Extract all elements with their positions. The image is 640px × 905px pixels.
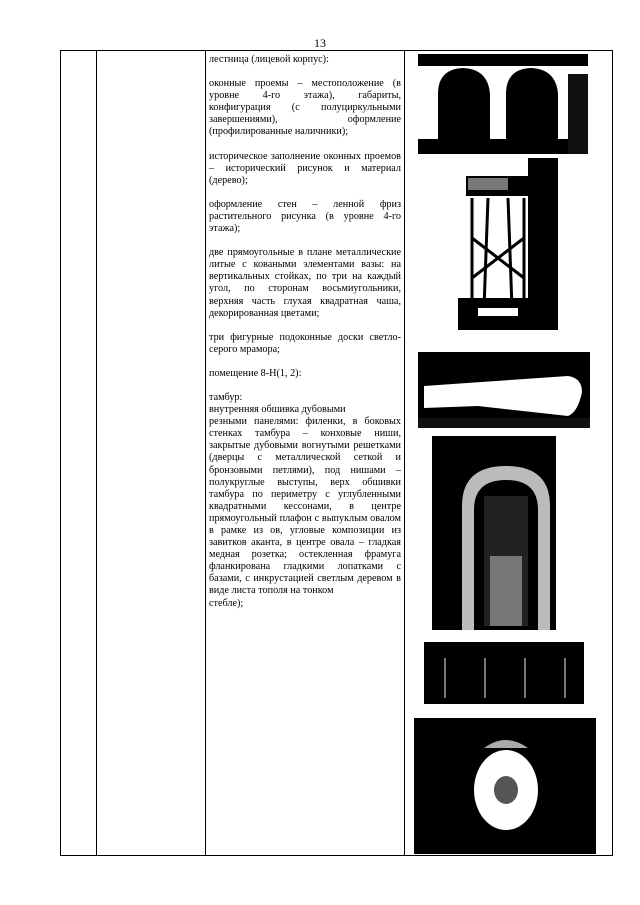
photo-ceiling-rosette: [414, 718, 596, 854]
paragraph-stem: стебле);: [209, 597, 244, 609]
photo-arched-windows: [418, 54, 588, 154]
column-divider-2: [205, 50, 206, 856]
description-column: [209, 54, 401, 610]
paragraph-oak-lining: внутренняя обшивка дубовыми: [209, 404, 346, 416]
photo-marble-sill: [418, 352, 590, 428]
paragraph-window-sills: три фигурные подоконные доски светло-серого мрамора;: [209, 331, 401, 355]
paragraph-panels: резными панелями: филенки, в боковых стенках тамбура – конховые ниши, закрытые дубовыми вогнутыми решетками (дверцы с металлической сеткой и бронзовыми петлями), под нишами – полукруглые выступы, верх обшивки тамбура по периметру с углубленными квадратными кессонами, в центре прямоугольный плафон с выпуклым овалом в рамке из ов, угловые композиции из завитков аканта, в центре овала – гладкая медная розетка; остекленная фрамуга фланкирована гладкими лопатками с базами, с инкрустацией светлым деревом в виде листа тополя на тонком: [209, 416, 401, 597]
paragraph-vases: две прямоугольные в плане металлические литые с коваными элементами вазы: на вертикальных стойках, по три на каждый угол, по сторонам восьмиугольники, верхняя часть глухая квадратная чаша, декорированная цветами;: [209, 247, 401, 319]
photo-wall-panels: [424, 634, 584, 704]
paragraph-vestibule: тамбур:: [209, 391, 243, 403]
paragraph-staircase: лестница (лицевой корпус):: [209, 54, 329, 65]
column-divider-3: [404, 50, 405, 856]
photo-metal-vase: [458, 158, 558, 330]
paragraph-window-openings: оконные проемы – местоположение (в уровне 4-го этажа), габариты, конфигурация (с полуциркульными завершениями), оформление (профилированные наличники);: [209, 78, 401, 138]
paragraph-room: помещение 8-Н(1, 2):: [209, 367, 302, 379]
paragraph-wall-frieze: оформление стен – ленной фриз растительного рисунка (в уровне 4-го этажа);: [209, 198, 401, 235]
paragraph-window-fill: историческое заполнение оконных проемов – исторический рисунок и материал (дерево);: [209, 150, 401, 186]
photo-vestibule-arch: [432, 436, 580, 630]
column-divider-1: [96, 50, 97, 856]
page-number: 13: [314, 36, 326, 50]
